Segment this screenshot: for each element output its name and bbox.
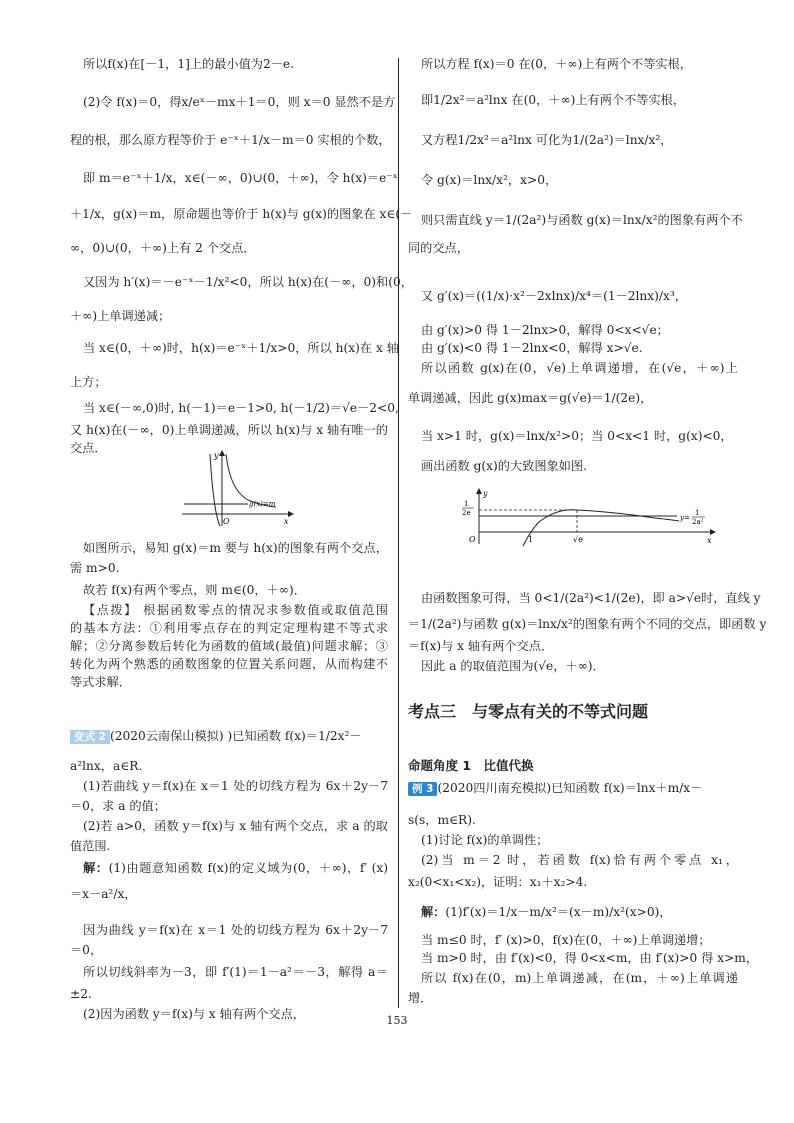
text-line: 由函数图象可得，当 0<1/(2a²)<1/(2e)，即 a>√e时，直线 y xyxy=(421,591,761,605)
text-line: ＋∞)上单调递减； xyxy=(70,309,171,323)
y-axis-arrow xyxy=(476,488,482,494)
text-line: 当 x>1 时，g(x)＝lnx/x²>0；当 0<x<1 时，g(x)<0， xyxy=(421,429,733,443)
text-line: 令 g(x)＝lnx/x²，x>0， xyxy=(421,173,558,187)
text-line: 当 x∈(－∞,0)时, h(－1)＝e－1>0, h(－1/2)＝√e－2<0, xyxy=(83,401,399,415)
problem-text: (2020四川南充模拟)已知函数 f(x)＝lnx＋m/x－ xyxy=(437,781,703,795)
text-line: 由 g′(x)<0 得 1－2lnx<0，解得 x>√e. xyxy=(421,341,643,355)
figure-h-graph xyxy=(176,450,296,530)
text-line: 故若 f(x)有两个零点，则 m∈(0，＋∞)． xyxy=(83,583,306,597)
problem-heading xyxy=(408,780,738,796)
text-line xyxy=(408,904,738,920)
max-label-den: 2e xyxy=(462,509,471,517)
text-line: 解；②分离参数后转化为函数的值域(最值)问题求解；③ xyxy=(70,639,388,653)
text-line: 所以 f(x)在(0，m)上单调递减，在(m，＋∞)上单调递 xyxy=(421,971,738,985)
origin-label: O xyxy=(223,517,230,526)
solution-label: 解： xyxy=(421,905,446,919)
text-line: ＋1/x，g(x)＝m，原命题也等价于 h(x)与 g(x)的图象在 x∈(－ xyxy=(70,207,413,221)
problem-badge: 变式 2 xyxy=(70,730,110,744)
text-line: 画出函数 g(x)的大致图象如图. xyxy=(421,459,587,473)
text-line: 同的交点， xyxy=(408,241,469,255)
text-line: (2)若 a>0，函数 y＝f(x)与 x 轴有两个交点，求 a 的取 xyxy=(83,819,388,833)
text-line: (1)若曲线 y＝f(x)在 x＝1 处的切线方程为 6x＋2y－7 xyxy=(83,779,388,793)
text-line: (2)令 f(x)＝0，得x/eˣ－mx＋1＝0，则 x＝0 显然不是方 xyxy=(83,95,396,109)
page-number: 153 xyxy=(386,1014,408,1027)
text-line: 所以切线斜率为－3，即 f′(1)＝1－a²＝－3，解得 a＝ xyxy=(83,965,388,979)
text-line: 又方程1/2x²＝a²lnx 可化为1/(2a²)＝lnx/x²， xyxy=(421,133,673,147)
h-curve-left-branch xyxy=(210,454,220,526)
text-line: ＝0，求 a 的值； xyxy=(70,799,166,813)
text-line: 则只需直线 y＝1/(2a²)与函数 g(x)＝lnx/x²的图象有两个不 xyxy=(421,213,743,227)
text-line: 由 g′(x)>0 得 1－2lnx>0，解得 0<x<√e； xyxy=(421,323,669,337)
section-heading: 考点三 与零点有关的不等式问题 xyxy=(408,702,649,721)
sqrt-e-tick-label: √e xyxy=(573,535,583,544)
problem-heading xyxy=(70,728,388,744)
text-line: ＝x－a²/x， xyxy=(70,887,137,901)
text-line: 等式求解． xyxy=(70,675,131,689)
text-line: 值范围. xyxy=(70,839,111,853)
max-label-num: 1 xyxy=(464,500,469,508)
text-line: 又因为 h′(x)＝－e⁻ˣ－1/x²<0，所以 h(x)在(－∞，0)和(0， xyxy=(83,275,413,289)
text-line: ＝1/(2a²)与函数 g(x)＝lnx/x²的图象有两个不同的交点，即函数 y xyxy=(408,617,767,631)
text-line: 当 m>0 时，由 f′(x)<0，得 0<x<m，由 f′(x)>0 得 x>m， xyxy=(421,951,759,965)
y-label: y xyxy=(214,451,219,460)
text-line: 如图所示，易知 g(x)＝m 要与 h(x)的图象有两个交点， xyxy=(83,541,388,555)
x-label: x xyxy=(707,536,712,545)
text-line: ＝0， xyxy=(70,943,103,957)
text-line: (1)讨论 f(x)的单调性； xyxy=(421,833,549,847)
text-line: (2)因为函数 y＝f(x)与 x 轴有两个交点， xyxy=(83,1007,305,1021)
text-line: a²lnx，a∈R. xyxy=(70,759,143,773)
x-axis-arrow xyxy=(710,529,716,535)
text-line: 即 m＝e⁻ˣ＋1/x，x∈(－∞，0)∪(0，＋∞)，令 h(x)＝e⁻ˣ xyxy=(83,171,398,185)
x-axis-arrow xyxy=(288,511,294,517)
text-line: 单调递减，因此 g(x)max＝g(√e)＝1/(2e)， xyxy=(408,391,653,405)
y-label: y xyxy=(483,489,488,498)
text-line: 即1/2x²＝a²lnx 在(0，＋∞)上有两个不等实根， xyxy=(421,93,686,107)
text-line: 所以f(x)在[－1，1]上的最小值为2－e. xyxy=(83,57,295,71)
y-axis-arrow xyxy=(219,450,225,456)
text-line: 所以方程 f(x)＝0 在(0，＋∞)上有两个不等实根， xyxy=(421,57,692,71)
text-line: 的基本方法：①利用零点存在的判定定理构建不等式求 xyxy=(70,621,388,635)
problem-text: (2020云南保山模拟) )已知函数 f(x)＝1/2x²－ xyxy=(109,729,362,743)
line-label-den: 2a² xyxy=(692,518,704,526)
text-line xyxy=(70,860,388,876)
figure-g-graph xyxy=(455,488,720,546)
text-line: 当 x∈(0，＋∞)时，h(x)＝e⁻ˣ＋1/x>0，所以 h(x)在 x 轴 xyxy=(83,341,399,355)
solution-label: 解： xyxy=(83,861,109,875)
text-line: 又 h(x)在(－∞，0)上单调递减，所以 h(x)与 x 轴有唯一的 xyxy=(70,423,388,437)
text-line: 因为曲线 y＝f(x)在 x＝1 处的切线方程为 6x＋2y－7 xyxy=(83,923,388,937)
text-line: 又 g′(x)＝((1/x)·x²－2xlnx)/x⁴＝(1－2lnx)/x³， xyxy=(421,289,687,303)
text-line: 交点． xyxy=(70,441,107,455)
text-line: 因此 a 的取值范围为(√e，＋∞)． xyxy=(421,659,605,673)
text-line: (2)当 m＝2 时，若函数 f(x)恰有两个零点 x₁， xyxy=(421,853,738,867)
text-line: 程的根，那么原方程等价于 e⁻ˣ＋1/x－m＝0 实根的个数， xyxy=(70,133,391,147)
text-line: 需 m>0. xyxy=(70,561,120,575)
text-line: ∞，0)∪(0，＋∞)上有 2 个交点． xyxy=(70,241,256,255)
column-divider xyxy=(398,58,399,1008)
line-label-num: 1 xyxy=(695,509,700,517)
section-heading: 命题角度 1 比值代换 xyxy=(408,758,534,773)
solution-text: (1)f′(x)＝1/x－m/x²＝(x－m)/x²(x>0)， xyxy=(445,905,672,919)
text-line: x₂(0<x₁<x₂)，证明：x₁＋x₂>4. xyxy=(408,875,588,889)
text-line: ±2. xyxy=(70,987,92,1001)
text-line: 上方； xyxy=(70,375,107,389)
x-label: x xyxy=(284,517,289,526)
problem-badge: 例 3 xyxy=(408,782,437,796)
text-line: 当 m≤0 时，f′ (x)>0，f(x)在(0，＋∞)上单调递增； xyxy=(421,933,711,947)
text-line: 所以函数 g(x)在(0，√e)上单调递增，在(√e，＋∞)上 xyxy=(421,361,738,375)
text-line: 增． xyxy=(408,991,433,1005)
one-tick-label: 1 xyxy=(528,535,534,544)
text-line: 【点拨】 根据函数零点的情况求参数值或取值范围 xyxy=(83,603,388,617)
origin-label: O xyxy=(469,535,476,544)
g-curve xyxy=(523,510,679,546)
line-label-prefix: y= xyxy=(680,514,690,522)
solution-text: (1)由题意知函数 f(x)的定义域为(0，＋∞)，f′ (x) xyxy=(108,861,389,875)
g-line-label: g(x)=m xyxy=(249,500,276,508)
text-line: 转化为两个熟悉的函数图象的位置关系问题，从而构建不 xyxy=(70,657,388,671)
text-line: ＝f(x)与 x 轴有两个交点． xyxy=(408,639,554,653)
text-line: s(s，m∈R). xyxy=(408,813,476,827)
